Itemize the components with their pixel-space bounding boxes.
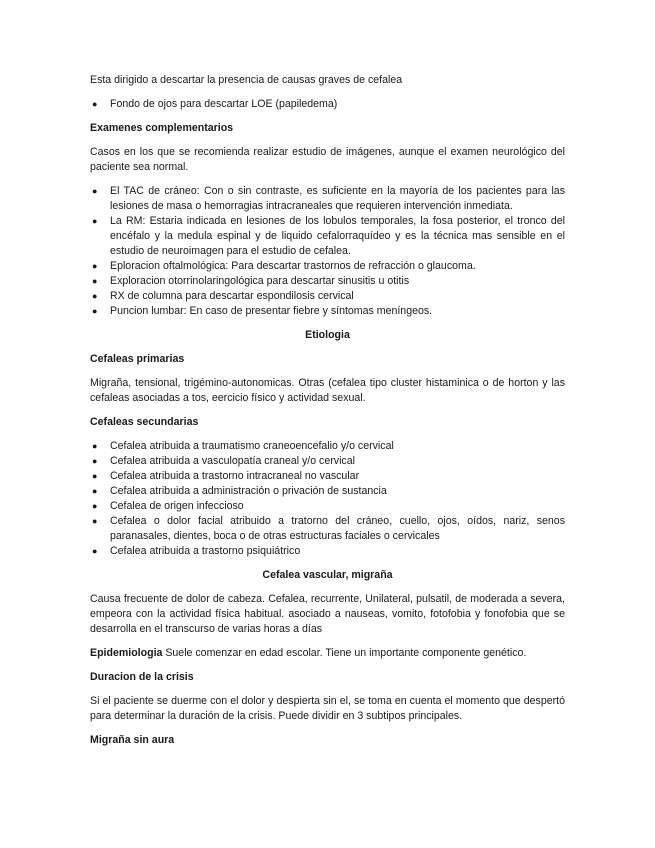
bullet-icon: ● bbox=[92, 501, 98, 511]
list-item: ● Cefalea de origen infeccioso bbox=[92, 500, 244, 512]
bullet-icon: ● bbox=[92, 291, 98, 301]
secundarias-heading: Cefaleas secundarias bbox=[90, 416, 199, 428]
list-item: ● RX de columna para descartar espondilosis cervical bbox=[92, 290, 354, 302]
document-content bbox=[90, 73, 565, 757]
secundarias-list bbox=[90, 439, 565, 559]
bullet-icon: ● bbox=[92, 99, 98, 109]
bullet-icon: ● bbox=[92, 276, 98, 286]
bullet-icon: ● bbox=[92, 186, 98, 196]
vascular-heading: Cefalea vascular, migraña bbox=[262, 569, 393, 581]
bullet-icon: ● bbox=[92, 306, 98, 316]
bullet-icon: ● bbox=[92, 456, 98, 466]
epidemiologia-label: Epidemiologia bbox=[90, 647, 163, 659]
bullet-icon: ● bbox=[92, 441, 98, 451]
primarias-heading: Cefaleas primarias bbox=[90, 353, 185, 365]
list-item: ● Fondo de ojos para descartar LOE (papiledema) bbox=[92, 98, 338, 110]
bullet-icon: ● bbox=[92, 216, 98, 226]
list-item: ● Puncion lumbar: En caso de presentar fiebre y síntomas meníngeos. bbox=[92, 305, 433, 317]
list-item: ● Cefalea atribuida a administración o privación de sustancia bbox=[92, 485, 387, 497]
bullet-icon: ● bbox=[92, 516, 98, 526]
fondo-list bbox=[90, 97, 565, 112]
list-item: ● Cefalea atribuida a traumatismo craneoencefalio y/o cervical bbox=[92, 440, 394, 452]
primarias-paragraph: Migraña, tensional, trigémino-autonomicas. Otras (cefalea tipo cluster histaminica o de horton y las cefaleas asociadas a tos, eercicio físico y actividad sexual. bbox=[90, 377, 565, 404]
list-item: ● La RM: Estaria indicada en lesiones de los lobulos temporales, la fosa posterior, el tronco del encéfalo y la medula espinal y de liquido cefalorraquídeo y es la técnica mas sensible en el estudio de neuroimagen para el estudio de cefalea. bbox=[92, 215, 565, 257]
examenes-paragraph: Casos en los que se recomienda realizar estudio de imágenes, aunque el examen neurológico del paciente sea normal. bbox=[90, 146, 565, 173]
examenes-heading: Examenes complementarios bbox=[90, 122, 234, 134]
list-item: ● Exploracion otorrinolaringológica para descartar sinusitis u otitis bbox=[92, 275, 410, 287]
bullet-icon: ● bbox=[92, 471, 98, 481]
list-item: ● Cefalea o dolor facial atribuido a tratorno del cráneo, cuello, ojos, oídos, nariz, senos paranasales, dientes, boca o de otras estructuras faciales o cervicales bbox=[92, 515, 565, 542]
duracion-heading: Duracion de la crisis bbox=[90, 671, 194, 683]
list-item: ● Cefalea atribuida a trastorno psiquiátrico bbox=[92, 545, 301, 557]
sinaura-heading: Migraña sin aura bbox=[90, 734, 175, 746]
bullet-icon: ● bbox=[92, 261, 98, 271]
bullet-icon: ● bbox=[92, 486, 98, 496]
intro-paragraph: Esta dirigido a descartar la presencia de causas graves de cefalea bbox=[90, 74, 403, 86]
list-item: ● El TAC de cráneo: Con o sin contraste, es suficiente en la mayoría de los pacientes para las lesiones de masa o hemorragias intracraneales que requieren intervención inmediata. bbox=[92, 185, 565, 212]
list-item: ● Eploracion oftalmológica: Para descartar trastornos de refracción o glaucoma. bbox=[92, 260, 476, 272]
epidemiologia-paragraph bbox=[90, 646, 565, 661]
duracion-paragraph: Si el paciente se duerme con el dolor y despierta sin el, se toma en cuenta el momento que despertó para determinar la duración de la crisis. Puede dividir en 3 subtipos principales. bbox=[90, 695, 565, 722]
examenes-list bbox=[90, 184, 565, 319]
bullet-icon: ● bbox=[92, 546, 98, 556]
epidemiologia-text: Suele comenzar en edad escolar. Tiene un importante componente genético. bbox=[162, 647, 527, 659]
etiologia-heading: Etiologia bbox=[305, 329, 350, 341]
vascular-paragraph: Causa frecuente de dolor de cabeza. Cefalea, recurrente, Unilateral, pulsatil, de moderada a severa, empeora con la actividad física habitual. asociado a nauseas, vomito, fotofobia y fonofobia que se desarrolla en el transcurso de varias horas a días bbox=[90, 593, 565, 635]
list-item: ● Cefalea atribuida a vasculopatía craneal y/o cervical bbox=[92, 455, 355, 467]
list-item: ● Cefalea atribuida a trastorno intracraneal no vascular bbox=[92, 470, 360, 482]
